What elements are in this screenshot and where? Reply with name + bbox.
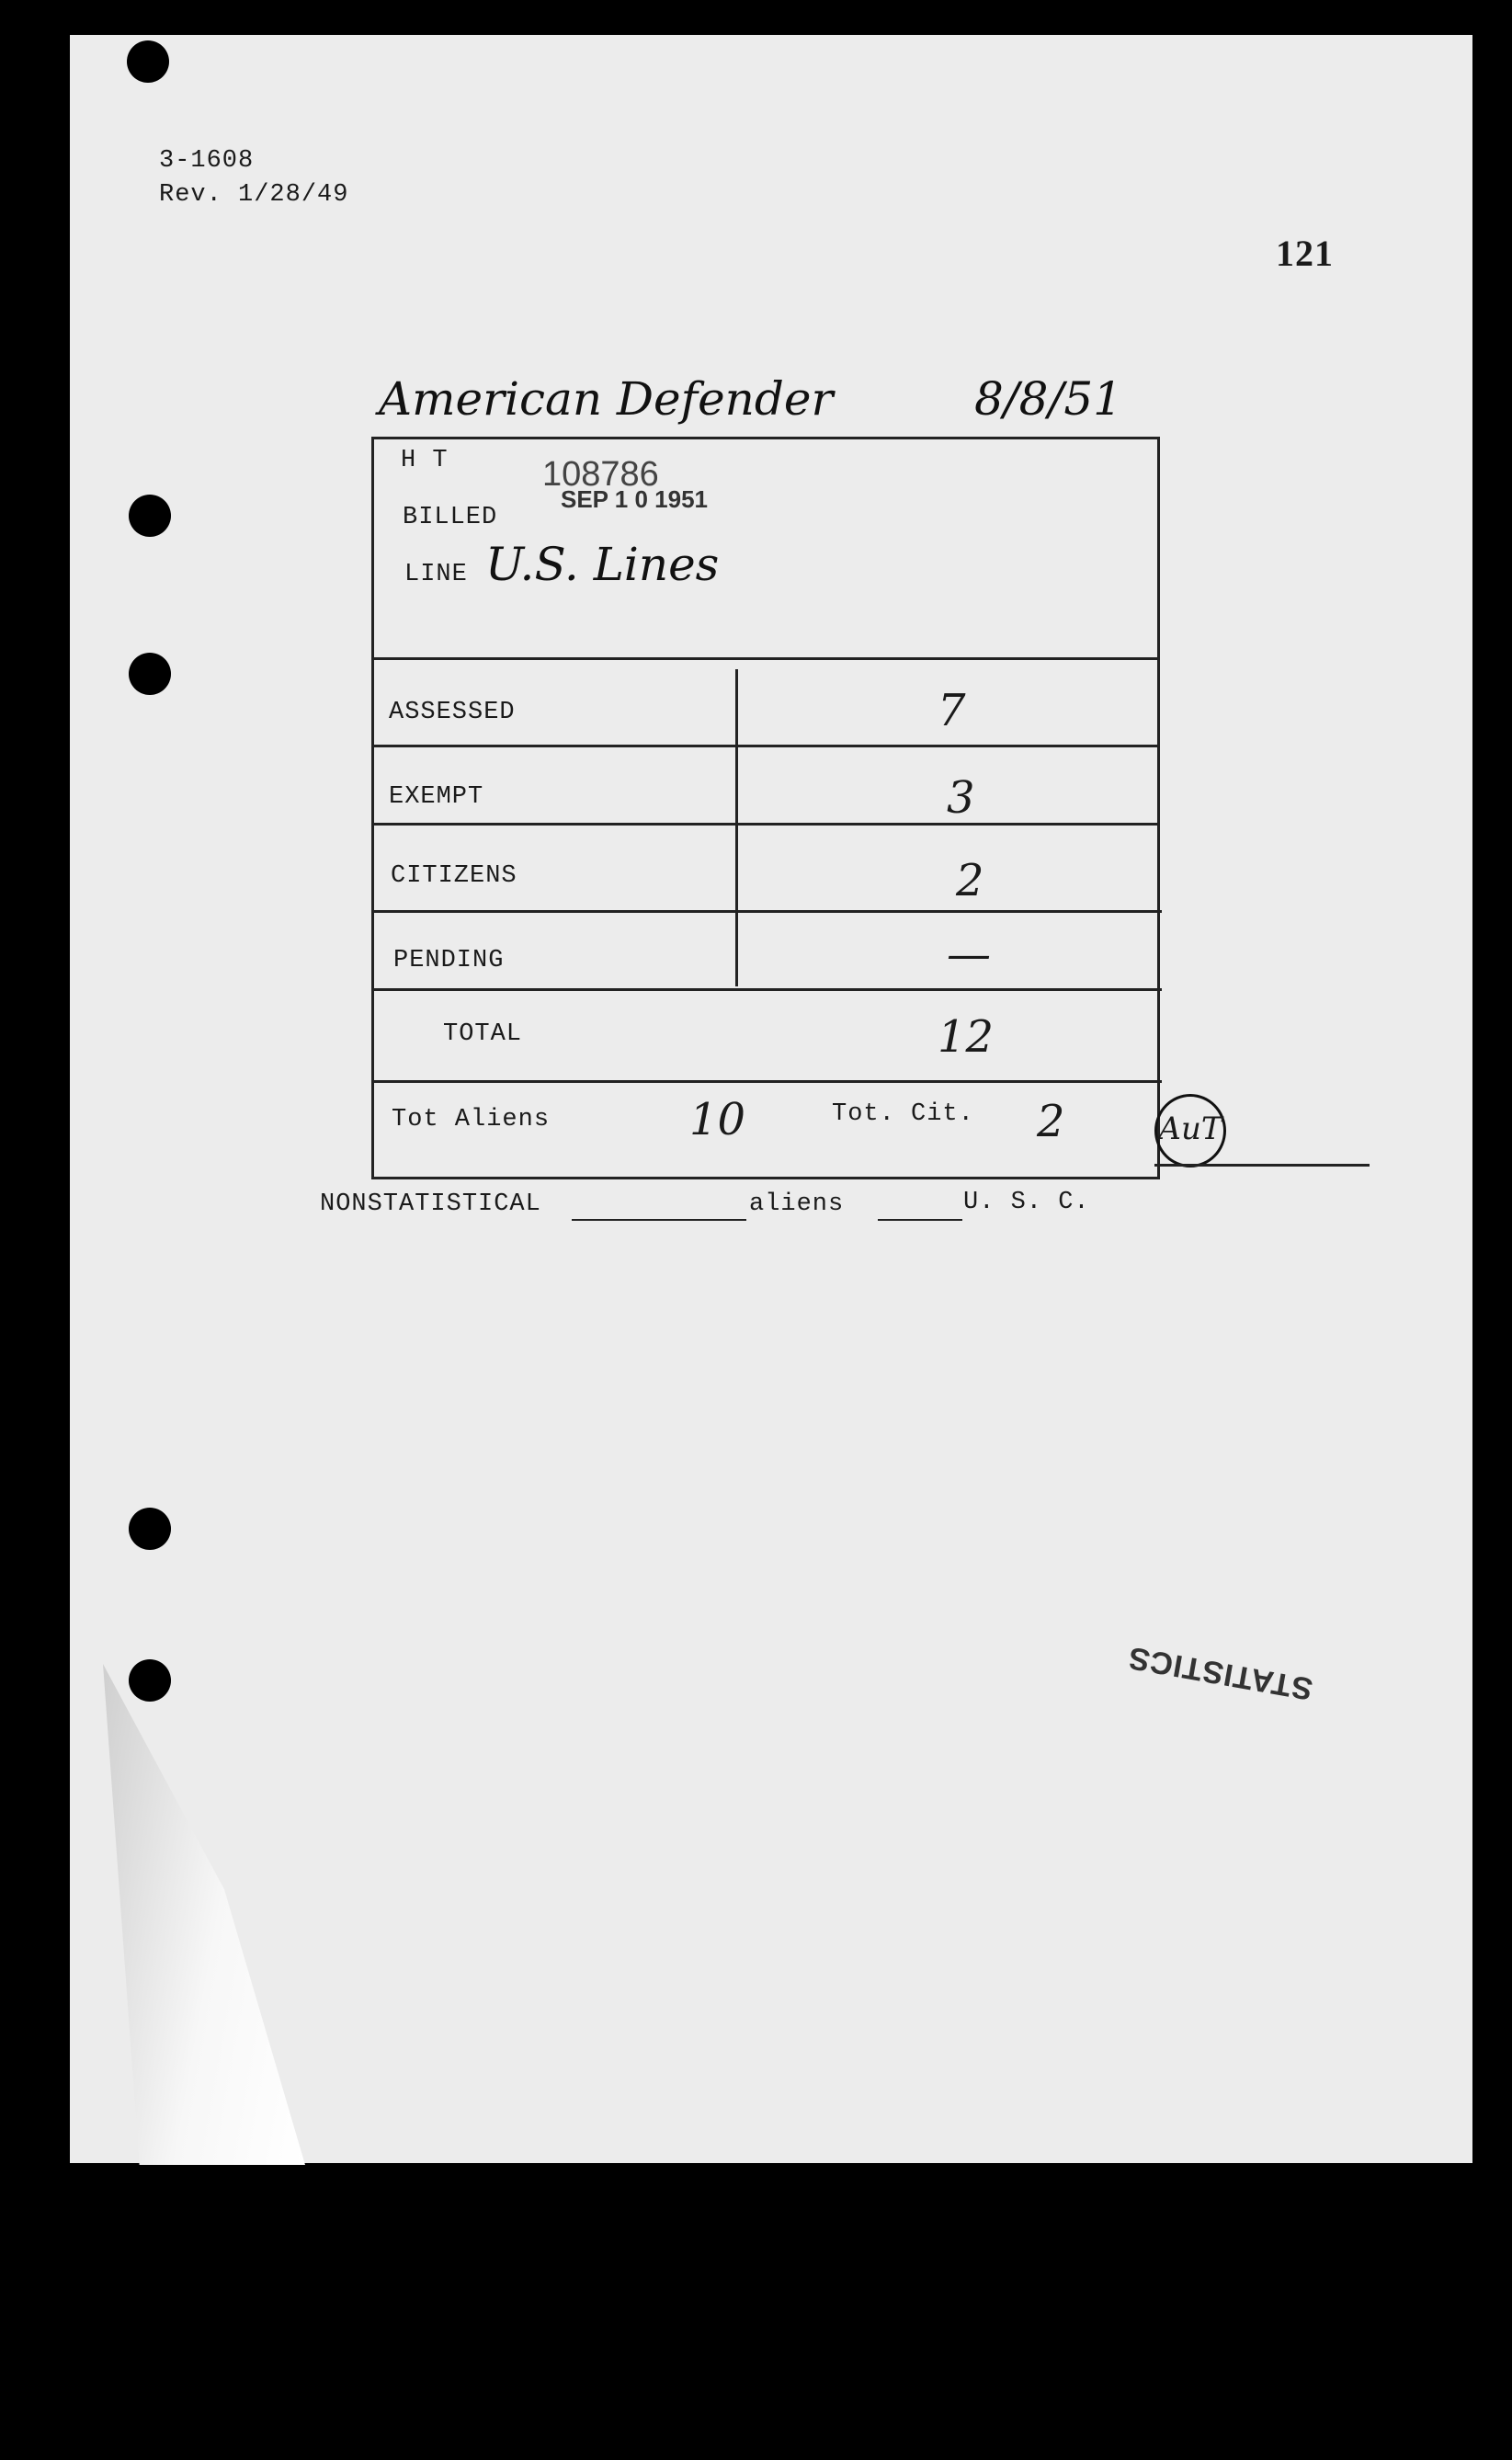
blank-line (572, 1219, 746, 1221)
arrival-date: 8/8/51 (974, 372, 1122, 426)
ship-name: American Defender (379, 372, 834, 426)
punch-hole (129, 653, 171, 695)
table-divider (371, 1080, 1162, 1083)
usc-label: U. S. C. (963, 1189, 1090, 1216)
billed-label: BILLED (403, 504, 498, 531)
assessed-label: ASSESSED (389, 699, 516, 726)
inspector-initials: AuT (1154, 1094, 1226, 1167)
citizens-label: CITIZENS (391, 862, 517, 890)
stamp-date: SEP 1 0 1951 (561, 485, 708, 513)
exempt-value: 3 (947, 772, 975, 824)
tot-cit-label: Tot. Cit. (832, 1100, 974, 1128)
form-revision: Rev. 1/28/49 (159, 181, 349, 209)
table-divider (371, 910, 1162, 913)
tot-aliens-value: 10 (689, 1094, 746, 1145)
page-number: 121 (1276, 233, 1334, 274)
table-divider (371, 988, 1162, 991)
statistics-stamp: STATISTICS (1125, 1639, 1315, 1707)
exempt-label: EXEMPT (389, 783, 484, 811)
column-divider (735, 669, 738, 986)
aliens-label: aliens (749, 1190, 845, 1218)
assessed-value: 7 (938, 685, 966, 736)
punch-hole (127, 40, 169, 83)
ht-label: H T (401, 447, 449, 474)
line-value: U.S. Lines (485, 538, 720, 591)
signoff-underline (1154, 1164, 1370, 1167)
tot-aliens-label: Tot Aliens (392, 1106, 551, 1133)
form-number: 3-1608 (159, 147, 255, 175)
punch-hole (129, 1659, 171, 1702)
tot-cit-value: 2 (1037, 1096, 1065, 1147)
punch-hole (129, 495, 171, 537)
table-divider (371, 823, 1157, 826)
punch-hole (129, 1508, 171, 1550)
pending-label: PENDING (393, 947, 505, 974)
stamp-number: 108786 (542, 455, 659, 494)
table-divider (371, 657, 1157, 660)
blank-line (878, 1219, 962, 1221)
total-value: 12 (938, 1011, 995, 1063)
citizens-value: 2 (956, 855, 984, 906)
table-divider (371, 745, 1157, 747)
total-label: TOTAL (443, 1020, 523, 1048)
line-label: LINE (404, 561, 468, 588)
nonstatistical-label: NONSTATISTICAL (320, 1190, 541, 1218)
pending-value: — (947, 928, 991, 980)
